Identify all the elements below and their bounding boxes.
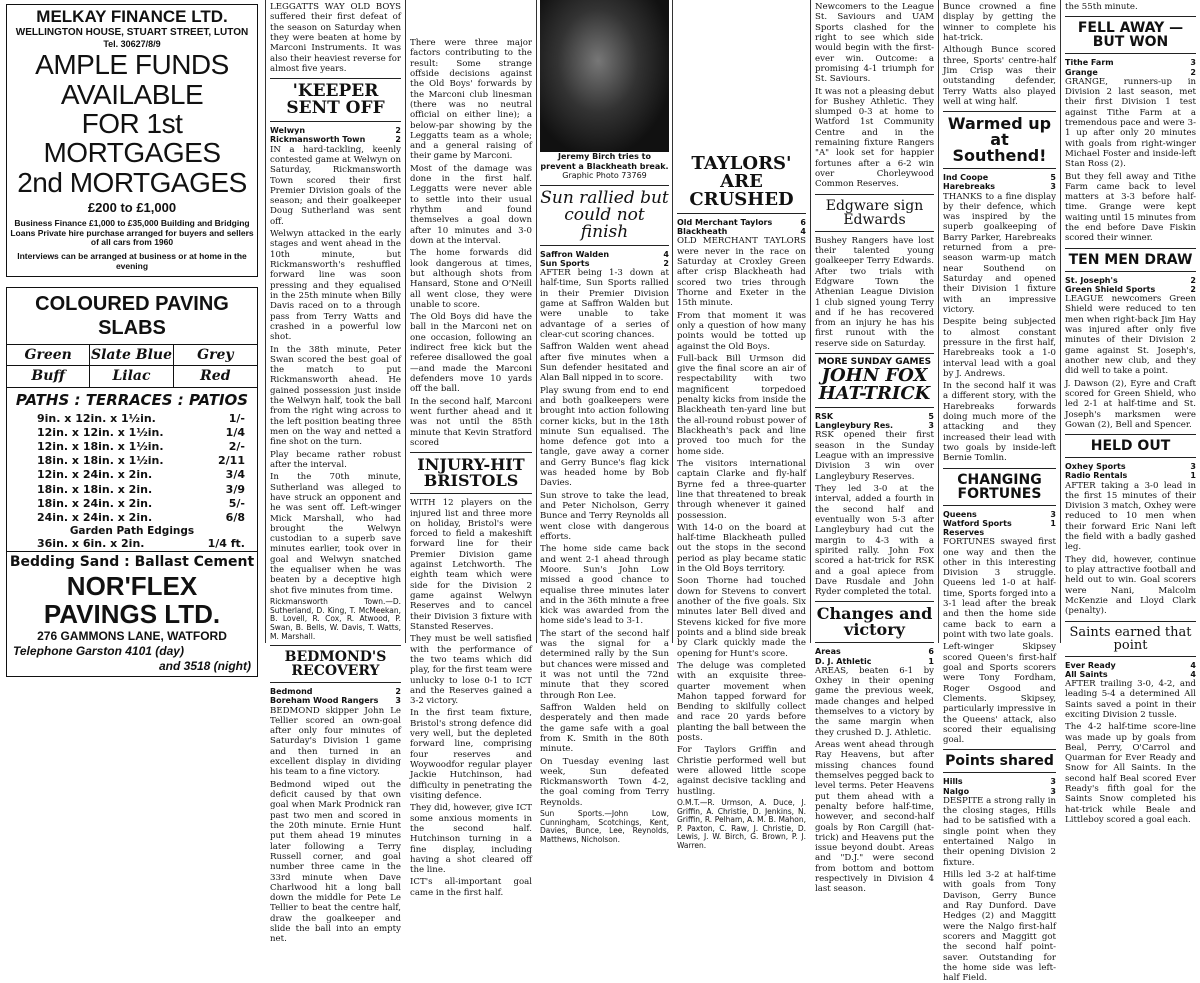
paving-title: COLOURED PAVING SLABS (7, 288, 257, 345)
paragraph: They did, however, continue to play attractive football and held out to win. Goal scorers were Nani, Malcolm McKenzie and Lloyd Clark (penalty). (1065, 554, 1196, 617)
result (677, 218, 806, 236)
score: 2 (395, 687, 401, 697)
price-row (7, 412, 257, 426)
fox-headline: JOHN FOX HAT-TRICK (818, 365, 931, 405)
paragraph: GRANGE, runners-up in Division 2 last season, met their first Division 1 test against Tithe Farm at a tremendous pace and were 3-1 up after only 20 minutes with goals from right-winger Michael Foster and inside-left Stan Ross (2). (1065, 76, 1196, 170)
score: 4 (663, 249, 669, 259)
paragraph: Despite being subjected to almost constant pressure in the first half, Harebreaks took a 1-0 interval lead with a goal by J. Andrews. (943, 317, 1056, 379)
paragraph: AREAS, beaten 6-1 by Oxhey in their opening game the previous week, made changes and helped themselves to a victory by the same margin when they crushed D. J. Athletic. (815, 665, 934, 738)
colour-option: Green (7, 345, 90, 367)
paragraph: Welwyn attacked in the early stages and went ahead in the 10th minute, but Rickmansworth's reshuffled forward line was soon pressing and they equalised in the 25th minute when Billy Davis raced on to a through pass from Terry Watts and crashed in a powerful low shot. (270, 229, 401, 343)
result (815, 647, 934, 665)
paragraph: THANKS to a fine display by their defence, which was inspired by the superb goalkeeping of Barry Parker, Harebreaks returned from a pre-season warm-up match near Southend on Saturday and opened their Division 1 fixture with an impressive victory. (943, 191, 1056, 315)
paragraph: Areas went ahead through Ray Heavens, but after missing chances found themselves pegged back to level terms. Peter Heavens put them ahead with a penalty before half-time, however, and second-half goals by Ron Cargill (hat-trick) and Heavens put the issue beyond doubt. Areas and "D.J." were second from bottom and bottom respectively in Division 4 last season. (815, 740, 934, 895)
colour-option: Slate Blue (90, 345, 173, 367)
result (943, 510, 1056, 538)
price-row (7, 511, 257, 525)
price: 1/- (228, 412, 245, 426)
team: Green Shield Sports (1065, 284, 1156, 294)
edgings-heading: Garden Path Edgings (69, 524, 195, 537)
warmed-headline: Warmed up at Southend! (947, 114, 1052, 166)
paragraph: Bedmond wiped out the deficit caused by that own goal when Mark Prodnick ran past two men and scored in the 20th minute. Ernie Hunt put them ahead 19 minutes later following a Terry Russell corner, and goal number three came in the 33rd minute when Dave Charlwood hit a long ball down the middle for Pete Le Tellier to beat the centre half, draw the goalkeeper and slide the ball into an empty net. (270, 779, 401, 945)
score: 2 (1190, 284, 1196, 294)
paragraph: DESPITE a strong rally in the closing stages, Hills had to be satisfied with a single point when they entertained Nalgo in their opening Division 2 fixture. (943, 795, 1056, 868)
lineup: Rickmansworth Town.—D. Sutherland, D. King, T. McMeekan, B. Lovell, R. Cox, R. Atwood, P. Swan, B. Bells, W. Davis, T. Watts, M. Marshall. (270, 597, 401, 641)
score: 1 (1050, 518, 1056, 528)
size: 18in. x 18in. x 2in. (37, 482, 153, 496)
paragraph: Bunce crowned a fine display by getting the winner to complete his hat-trick. (943, 2, 1056, 43)
taylors-headline: TAYLORS' ARE CRUSHED (689, 153, 794, 210)
price: 1/4 ft. (207, 537, 245, 551)
paragraph: The start of the second half was the signal for a determined rally by the Sun but chances were missed and it was not until the 72nd minute that they scored through Ron Lee. (540, 628, 669, 701)
edging-price-row (7, 537, 257, 551)
paragraph: ICT's all-important goal came in the first half. (410, 877, 532, 898)
score: 4 (1190, 669, 1196, 679)
melkay-advert (6, 4, 258, 277)
result (943, 173, 1056, 191)
price: 5/- (228, 496, 245, 510)
paragraph: In the first team fixture, Bristol's strong defence did very well, but the depleted forward line, comprising four reserves and Woywoodfor regular player Jackie Hutchinson, had difficulty in penetrating the visiting defence. (410, 708, 532, 801)
paragraph: BEDMOND skipper John Le Tellier scored an own-goal after only four minutes of Saturday's Division 1 game and then turned in an excellent display in dividing his team to a fine victory. (270, 705, 401, 778)
size: 36in. x 6in. x 2in. (37, 537, 145, 551)
paragraph: Sun strove to take the lead, and Peter Nicholson, Gerry Bunce and Terry Reynolds all went close with dangerous efforts. (540, 490, 669, 542)
price: 1/4 (225, 426, 245, 440)
injury-headline: INJURY-HIT BRISTOLS (417, 455, 525, 491)
norflex-tel-day: Telephone Garston 4101 (day) (13, 644, 184, 659)
size: 12in. x 12in. x 1½in. (37, 426, 164, 440)
paragraph: Saffron Walden went ahead after five minutes when a Sun defender hesitated and Alan Ball nipped in to score. (540, 342, 669, 384)
team: Harebreaks (943, 182, 996, 192)
price-row (7, 426, 257, 440)
column-3 (406, 0, 536, 898)
result (270, 126, 401, 144)
paragraph: They did, however, give ICT some anxious moments in the second half. Hutchinson turning in a fine display, including having a shot cleared off the line. (410, 803, 532, 876)
score: 3 (1190, 462, 1196, 472)
paragraph: AFTER trailing 3-0, 4-2, and leading 5-4 a determined All Saints saved a point in their exciting Division 2 tussle. (1065, 678, 1196, 720)
team: Grange (1065, 67, 1098, 77)
price-row (7, 483, 257, 497)
team: Ind Coope (943, 173, 989, 183)
held-out-headline: HELD OUT (1090, 438, 1171, 455)
score: 5 (1050, 173, 1056, 183)
paragraph: On Tuesday evening last week, Sun defeated Rickmansworth Town 4-2, the goal coming from Terry Reynolds. (540, 756, 669, 808)
column-7 (939, 0, 1060, 983)
score: 3 (928, 421, 934, 431)
score: 2 (1190, 275, 1196, 285)
paragraph: Bushey Rangers have lost their talented young goalkeeper Terry Edwards. After two trials with Edgware Town the Athenian League Division 1 club signed young Terry and if he has recovered from an injury he has his first runout with the reserve side on Saturday. (815, 235, 934, 349)
paragraph: RSK opened their first season in the Sunday League with an impressive Division 3 win over Langleybury Reserves. (815, 430, 934, 482)
result (1065, 661, 1196, 679)
team: Queens (943, 509, 977, 519)
price: 3/4 (225, 468, 245, 482)
team: All Saints (1065, 669, 1108, 679)
melkay-headline-1: AMPLE FUNDS AVAILABLE (35, 49, 229, 110)
melkay-range: £200 to £1,000 (87, 200, 177, 216)
rugby-photo (540, 0, 669, 152)
score: 3 (1050, 777, 1056, 787)
size: 24in. x 24in. x 2in. (37, 510, 153, 524)
size: 9in. x 12in. x 1½in. (37, 412, 156, 426)
more-games-heading: MORE SUNDAY GAMES (817, 357, 932, 368)
score: 3 (395, 696, 401, 706)
melkay-address: WELLINGTON HOUSE, STUART STREET, LUTON (15, 27, 249, 39)
result (540, 250, 669, 268)
paragraph: The deluge was completed with an exquisite three-quarter movement when Mahon tapped forward for Bending to skilfully collect and race 20 yards before planting the ball between the posts. (677, 660, 806, 744)
score: 1 (928, 656, 934, 666)
paragraph: In the second half, Marconi went further ahead and it was not until the 85th minute that Kevin Stratford scored (410, 396, 532, 448)
photo-credit: Graphic Photo 73769 (562, 171, 647, 181)
paragraph: Most of the damage was done in the first half. Leggatts were never able to settle into their usual rhythm and found themselves a goal down after 10 minutes and 3-0 down at the interval. (410, 163, 532, 246)
size: 18in. x 18in. x 1½in. (37, 454, 164, 468)
team: Rickmansworth Town (270, 135, 366, 145)
melkay-title: MELKAY FINANCE LTD. (36, 7, 228, 26)
colour-grid (7, 345, 257, 389)
score: 2 (1190, 67, 1196, 77)
price: 2/- (228, 440, 245, 454)
price-row (7, 497, 257, 511)
melkay-headline-3: 2nd MORTGAGES (17, 166, 247, 198)
saints-headline: Saints earned that point (1069, 624, 1192, 653)
paragraph: WITH 12 players on the injured list and three more on holiday, Bristol's were forced to field a makeshift forward line for their Premier Division game against Letchworth. The eighth team which were side for the Division 2 game against Welwyn Reserves and to cancel their Division 3 fixture with Stansted Reserves. (410, 498, 532, 632)
result (1065, 462, 1196, 480)
team: Tithe Farm (1065, 58, 1114, 68)
paragraph: Full-back Bill Urmson did give the final score an air of respectability with two magnificent torpedoed penalty kicks from inside the Blackheath ten-yard line but the all-round robust power of Blackheath's pack and line proved too much for the home side. (677, 353, 806, 457)
paragraph: The home side came back and went 2-1 ahead through Moore. Sun's John Low missed a good chance to equalise three minutes later and in the 36th minute a free kick was awarded from the home side's lead to 3-1. (540, 544, 669, 627)
team: Areas (815, 647, 841, 657)
team: Old Merchant Taylors (677, 218, 773, 227)
price-row (7, 440, 257, 454)
price: 3/9 (225, 482, 245, 496)
score: 3 (1190, 58, 1196, 68)
colour-option: Lilac (90, 366, 173, 387)
photo-caption: Jeremy Birch tries to prevent a Blackheath break. (540, 152, 669, 171)
score: 6 (928, 647, 934, 657)
score: 4 (1190, 660, 1196, 670)
changes-headline: Changes and victory (816, 604, 933, 640)
norflex-tel-night: and 3518 (night) (158, 658, 251, 673)
team: Sun Sports (540, 258, 590, 268)
paragraph: They led 3-0 at the interval, added a fourth in the second half and eventually won 5-3 after Langleybury had cut the margin to 4-3 with a spirited rally. John Fox scored a hat-trick for RSK and a goal apiece from Dave Rusdale and John Ryder completed the total. (815, 484, 934, 598)
price-row (7, 468, 257, 482)
paragraph: The Old Boys did have the ball in the Marconi net on one occasion, following an indirect free kick but the referee disallowed the goal—and made the Marconi defenders move 10 yards off the ball. (410, 312, 532, 395)
size: 12in. x 24in. x 2in. (37, 468, 153, 482)
team: St. Joseph's (1065, 275, 1118, 285)
paving-advert (6, 287, 258, 677)
team: Nalgo (943, 786, 970, 796)
team: Ever Ready (1065, 660, 1116, 670)
column-5 (673, 0, 810, 851)
paragraph: The home forwards did look dangerous at times, but although shots from Hansard, Stone and O'Neill all went close, they were unable to score. (410, 248, 532, 310)
bedmond-headline: BEDMOND'S RECOVERY (284, 649, 387, 680)
paragraph: The 4-2 half-time score-line was made up by goals from Beal, Perry, O'Carrol and Quarman for Ever Ready and Snow for All Saints. In the second half Beal scored Ever Ready's fifth goal for the Saints Snow completed his hat-trick while Beale and Littleboy scored a goal each. (1065, 722, 1196, 825)
colour-option: Buff (7, 366, 90, 387)
column-4 (537, 0, 672, 844)
paragraph: In the 70th minute, Sutherland was alleged to have struck an opponent and he was sent off. Left-winger Mick Marshall, who had brought the Welwyn custodian to a superb save minutes earlier, took over in goal and Welwyn snatched the equaliser when he was beaten by a deceptive high shot five minutes from time. (270, 472, 401, 596)
paragraph: Left-winger Skipsey scored Queen's first-half goal and Sports scorers were Tony Fordham, Roger Osgood and Clements. Skipsey, particularly impressive in the Queens' attack, also scored their equalising goal. (943, 642, 1056, 746)
team: Blackheath (677, 227, 728, 237)
sand-line: Bedding Sand : Ballast Cement (7, 551, 257, 573)
paragraph: OLD MERCHANT TAYLORS were never in the race on Saturday at Croxley Green after crisp Blackheath had scored two tries through Thorne and Exeter in the 15th minute. (677, 236, 806, 309)
norflex-name: NOR'FLEX PAVINGS LTD. (43, 571, 221, 629)
melkay-small-print: Business Finance £1,000 to £35,000 Building and Bridging Loans Private hire purchase arranged for buyers and sellers of all cars from 1960 (10, 217, 254, 248)
score: 3 (1050, 509, 1056, 519)
points-headline: Points shared (945, 753, 1054, 770)
paths-heading: PATHS : TERRACES : PATIOS (15, 391, 249, 410)
paragraph: There were three major factors contributing to the result: Some strange offside decisions against the Old Boys' forwards by the Marconi club linesman (there was no neutral official on either line); a below-par showing by the Leggatts team as a whole; and a general raising of their game by Marconi. (410, 38, 532, 162)
team: Hills (943, 777, 963, 787)
score: 6 (800, 218, 806, 227)
score: 2 (395, 135, 401, 145)
score: 2 (395, 126, 401, 136)
score: 3 (1050, 182, 1056, 192)
team: Oxhey Sports (1065, 462, 1126, 472)
paragraph: J. Dawson (2), Eyre and Craft scored for Green Shield, who led 2-1 at half-time and St. Joseph's marksmen were Gowan (2), Bell and Spencer. (1065, 378, 1196, 430)
team: Watford Sports Reserves (943, 518, 1012, 537)
score: 3 (1050, 786, 1056, 796)
column-6 (811, 0, 938, 895)
colour-option: Red (200, 368, 231, 385)
advert-column (0, 0, 264, 673)
paragraph: Although Bunce scored three, Sports' centre-half Jim Crisp was their outstanding defender, Terry Watts also played well at wing half. (943, 45, 1056, 107)
paragraph: the 55th minute. (1065, 2, 1138, 12)
melkay-headline-2: FOR 1st MORTGAGES (43, 107, 221, 169)
price: 6/8 (225, 510, 245, 524)
paragraph: Play swung from end to end and both goalkeepers were brought into action following corner kicks, but in the 18th minute Sun equalised. The home defence got into a tangle, gave away a corner and Gerry Bunce's flag kick was headed home by Bob Davies. (540, 385, 669, 489)
result (1065, 276, 1196, 294)
team: Langleybury Res. (815, 421, 894, 431)
score: 5 (928, 412, 934, 422)
size: 18in. x 24in. x 2in. (37, 496, 153, 510)
leggatts-intro: LEGGATTS WAY OLD BOYS suffered their first defeat of the season on Saturday when they were beaten at home by Marconi Instruments. It was also their heaviest reverse for almost five years. (270, 2, 401, 74)
result (1065, 58, 1196, 76)
team: D. J. Athletic (815, 656, 872, 666)
paragraph: In the second half it was a different story, with the Harebreaks forwards doing much more of the attacking and they increased their lead with two goals by inside-left Bernie Tomlin. (943, 381, 1056, 464)
result (270, 687, 401, 705)
sun-headline: Sun rallied but could not finish (540, 187, 669, 242)
norflex-address: 276 GAMMONS LANE, WATFORD (37, 628, 227, 643)
result (815, 412, 934, 430)
fell-headline: FELL AWAY —BUT WON (1077, 20, 1184, 51)
team: Radio Rentals (1065, 471, 1128, 481)
paragraph: In the 38th minute, Peter Swan scored the best goal of the match to put Rickmansworth ahead. He gained possession just inside the Welwyn half, took the ball from the right wing across to the left position beating three men on the way and netted a fine shot on the turn. (270, 344, 401, 448)
paragraph: For Taylors Griffin and Christie performed well but were allowed little scope against decisive tackling and hustling. (677, 745, 806, 797)
column-8 (1061, 0, 1200, 825)
paragraph: But they fell away and Tithe Farm came back to level matters at 3-3 before half-time. Grange were kept waiting until 15 minutes from the end before Dave Fiskin scored their winner. (1065, 171, 1196, 244)
paragraph: From that moment it was only a question of how many points would be totted up against the Old Boys. (677, 310, 806, 352)
team: RSK (815, 412, 834, 422)
melkay-interviews: Interviews can be arranged at business or at home in the evening (17, 251, 247, 271)
paragraph: LEAGUE newcomers Green Shield were reduced to ten men when right-back Jim Hay was injured after only five minutes of their Division 2 game against St. Joseph's, another new club, and they did well to take a point. (1065, 294, 1196, 377)
keeper-headline: 'KEEPER SENT OFF (286, 81, 385, 119)
edgware-headline: Edgware sign Edwards (825, 197, 924, 228)
paragraph: The visitors international captain Clarke and fly-half Byrne fed a three-quarter line that threatened to break through whenever it gained possession. (677, 458, 806, 521)
paragraph: With 14-0 on the board at half-time Blackheath pulled out the stops in the second period as play became static in the Old Boys territory. (677, 522, 806, 575)
size: 12in. x 18in. x 1½in. (37, 440, 164, 454)
paragraph: Soon Thorne had touched down for Stevens to convert another of the five goals. Six minutes later Bell dived and Stevens kicked for five more points and a blind side break by Clark quickly made the opening for Hunt's score. (677, 576, 806, 659)
score: 1 (1190, 471, 1196, 481)
colour-option: Grey (174, 345, 257, 367)
price-row (7, 454, 257, 468)
paragraph: Newcomers to the League St. Saviours and UAM Sports clashed for the right to see which side would begin with the first-ever win. Outcome: a promising 4-1 triumph for St. Saviours. (815, 2, 934, 85)
lineup: O.M.T.—R. Urmson, A. Duce, J. Griffin, A. Christie, D. Jenkins, N. Griffin, R. Pelham, A. M. B. Mahon, P. Paxton, C. Raw, J. Christie, D. Lewis, J. W. Birch, G. Brown, P. J. Warren. (677, 797, 806, 851)
paragraph: Play became rather robust after the interval. (270, 449, 401, 470)
price: 2/11 (218, 454, 245, 468)
score: 4 (800, 227, 806, 237)
score: 2 (663, 258, 669, 268)
melkay-tel: Tel. 30627/8/9 (103, 39, 161, 50)
column-2 (266, 0, 405, 945)
team: Welwyn (270, 126, 306, 136)
changing-headline: CHANGING FORTUNES (957, 471, 1042, 502)
team: Saffron Walden (540, 249, 610, 259)
paragraph: They must be well satisfied with the performance of the two teams which did play, for the first team were unlucky to lose 0-1 to ICT and the Reserves gained a 3-2 victory. (410, 634, 532, 707)
paragraph: AFTER being 1-3 down at half-time, Sun Sports rallied in their Premier Division game at Saffron Walden but were unable to take advantage of a series of clear-cut scoring chances. (540, 268, 669, 341)
paragraph: Saffron Walden held on desperately and then made the game safe with a goal from K. Smith in the 80th minute. (540, 702, 669, 755)
paragraph: AFTER taking a 3-0 lead in the first 15 minutes of their Division 3 match, Oxhey were reduced to 10 men when their forward Eric Nani left the field with a badly gashed leg. (1065, 480, 1196, 553)
ten-men-headline: TEN MEN DRAW (1068, 251, 1193, 268)
paragraph: FORTUNES swayed first one way and then the other in this interesting Division 3 struggle. Queens led 1-0 at half-time, Sports forged into a 3-1 lead after the break and then the home side came back to earn a point with two late goals. (943, 537, 1056, 640)
team: Bedmond (270, 687, 313, 697)
paragraph: IN a hard-tackling, keenly contested game at Welwyn on Saturday, Rickmansworth Town scored their first Premier Division goals of the season; and their goalkeeper Doug Sutherland was sent off. (270, 144, 401, 227)
paragraph: Hills led 3-2 at half-time with goals from Tony Davison, Gerry Bunce and Ray Dunford. Dave Hedges (2) and Maggitt were the Nalgo first-half scorers and Maggitt got the second half point-saver. Outstanding for the home side was left-half Field. (943, 870, 1056, 983)
result (943, 777, 1056, 795)
lineup: Sun Sports.—John Low, Cunningham, Scotchings, Kent, Davies, Bunce, Lee, Reynolds, Matthews, Nicholson. (540, 809, 669, 844)
paragraph: It was not a pleasing debut for Bushey Athletic. They slumped 0-3 at home to Watford 1st Community Centre and in the remaining fixture Rangers "A" look set for happier fortunes after a 6-2 win over Chorleywood Common Reserves. (815, 86, 934, 190)
team: Boreham Wood Rangers (270, 696, 379, 706)
